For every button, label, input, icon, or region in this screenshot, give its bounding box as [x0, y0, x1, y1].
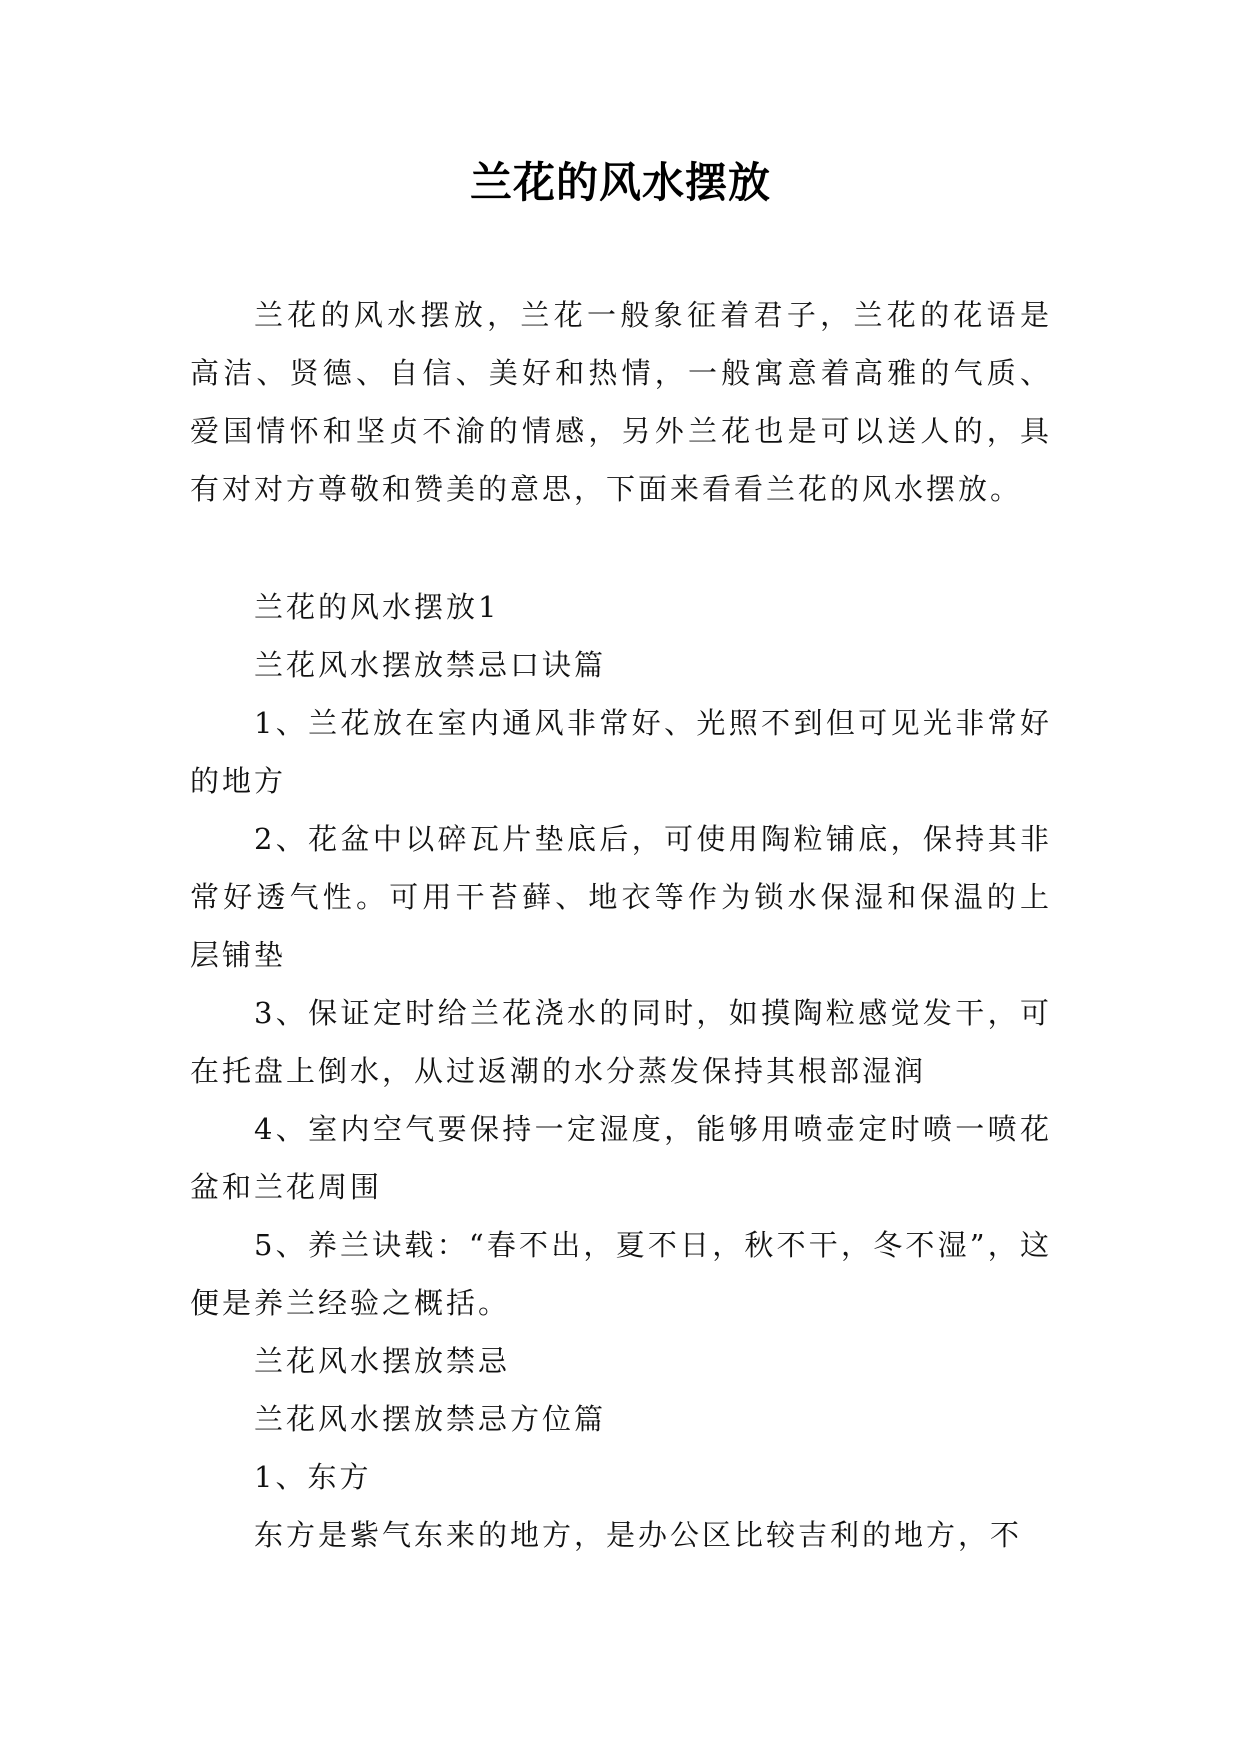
list-item: 1、东方 — [254, 1460, 372, 1494]
document-title: 兰花的风水摆放 — [469, 158, 771, 207]
list-item: 3、保证定时给兰花浇水的同时，如摸陶粒感觉发干，可在托盘上倒水，从过返潮的水分蒸发保持其根部湿润 — [190, 996, 1052, 1088]
list-item: 2、花盆中以碎瓦片垫底后，可使用陶粒铺底，保持其非常好透气性。可用干苔藓、地衣等作为锁水保湿和保温的上层铺垫 — [190, 822, 1052, 972]
list-item: 1、兰花放在室内通风非常好、光照不到但可见光非常好的地方 — [190, 706, 1052, 798]
subsection-heading: 兰花风水摆放禁忌方位篇 — [254, 1402, 607, 1436]
body-paragraph: 东方是紫气东来的地方，是办公区比较吉利的地方，不 — [254, 1518, 1023, 1552]
subsection-heading: 兰花风水摆放禁忌 — [254, 1344, 511, 1378]
intro-section — [190, 286, 1052, 518]
list-item: 5、养兰诀载：“春不出，夏不日，秋不干，冬不湿”，这便是养兰经验之概括。 — [190, 1228, 1052, 1320]
section-heading: 兰花的风水摆放1 — [254, 590, 500, 624]
subsection-heading: 兰花风水摆放禁忌口诀篇 — [254, 648, 607, 682]
intro-paragraph: 兰花的风水摆放，兰花一般象征着君子，兰花的花语是高洁、贤德、自信、美好和热情，一般寓意着高雅的气质、爱国情怀和坚贞不渝的情感，另外兰花也是可以送人的，具有对对方尊敬和赞美的意思，下面来看看兰花的风水摆放。 — [190, 298, 1052, 506]
content-section — [190, 578, 1052, 1564]
list-item: 4、室内空气要保持一定湿度，能够用喷壶定时喷一喷花盆和兰花周围 — [190, 1112, 1052, 1204]
